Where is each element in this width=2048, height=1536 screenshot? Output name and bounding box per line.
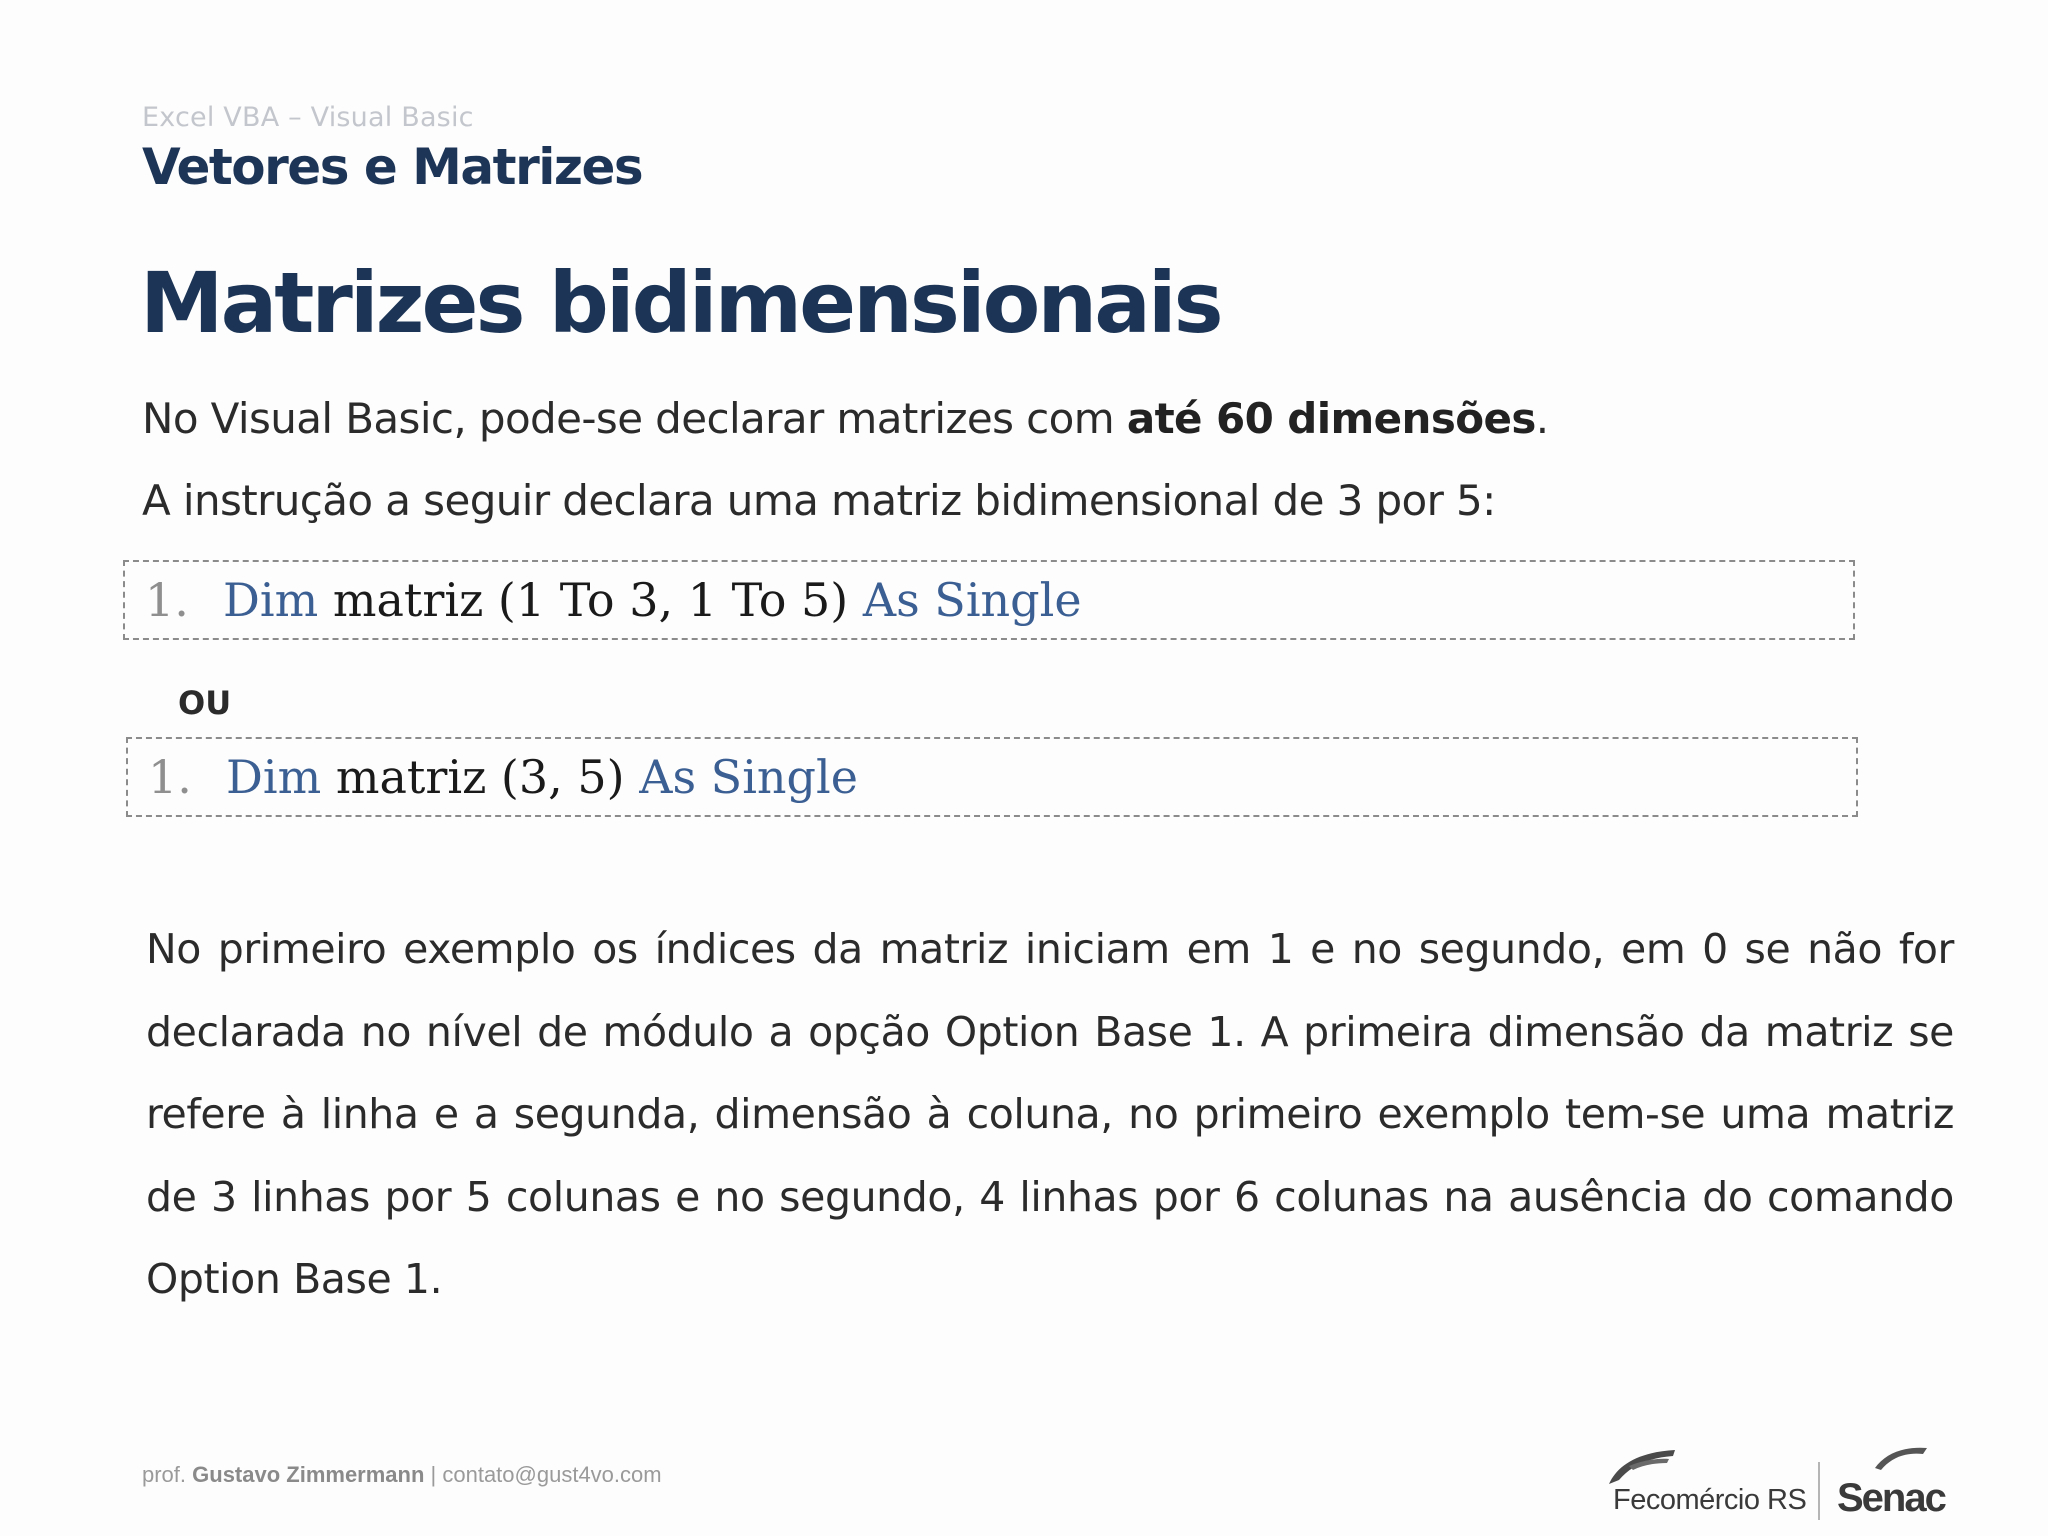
footer-credit [142, 1462, 662, 1488]
fecomercio-logo-icon [1603, 1440, 1683, 1490]
code-text: matriz (1 To 3, 1 To 5) [318, 573, 863, 627]
code-keyword-dim: Dim [226, 750, 322, 804]
intro-line-1-bold: até 60 dimensões [1126, 394, 1536, 443]
intro-line-2: A instrução a seguir declara uma matriz bidimensional de 3 por 5: [142, 476, 1496, 525]
code-keyword-type: As Single [862, 573, 1082, 627]
intro-line-1-end: . [1535, 394, 1549, 443]
logo-divider [1818, 1462, 1820, 1520]
section-title: Vetores e Matrizes [142, 138, 643, 196]
course-subtitle: Excel VBA – Visual Basic [142, 102, 474, 133]
code-text: matriz (3, 5) [321, 750, 640, 804]
code-block-1 [123, 560, 1855, 640]
explanation-paragraph: No primeiro exemplo os índices da matriz iniciam em 1 e no segundo, em 0 se não for declarada no nível de módulo a opção Option Base 1. A primeira dimensão da matriz se refere à linha e a segunda, dimensão à coluna, no primeiro exemplo tem-se uma matriz de 3 linhas por 5 colunas e no segundo, 4 linhas por 6 colunas na ausência do comando Option Base 1. [146, 925, 1954, 1303]
code-keyword-dim: Dim [223, 573, 319, 627]
code-line-number: 1. [148, 750, 192, 804]
intro-line-1 [142, 394, 1549, 443]
logos [1595, 1440, 1955, 1520]
code-keyword-type: As Single [639, 750, 858, 804]
footer-contact: | contato@gust4vo.com [424, 1462, 662, 1487]
separator-ou: OU [178, 684, 232, 722]
footer-prefix: prof. [142, 1462, 193, 1487]
senac-logo-text: Senac [1837, 1476, 1945, 1520]
fecomercio-logo-text: Fecomércio RS [1613, 1484, 1807, 1516]
code-block-2 [126, 737, 1858, 817]
senac-logo-icon [1871, 1440, 1931, 1476]
intro-line-1-text: No Visual Basic, pode-se declarar matrizes com [142, 394, 1127, 443]
slide-title: Matrizes bidimensionais [140, 254, 1221, 352]
footer-author: Gustavo Zimmermann [192, 1462, 425, 1487]
code-line-number: 1. [145, 573, 189, 627]
